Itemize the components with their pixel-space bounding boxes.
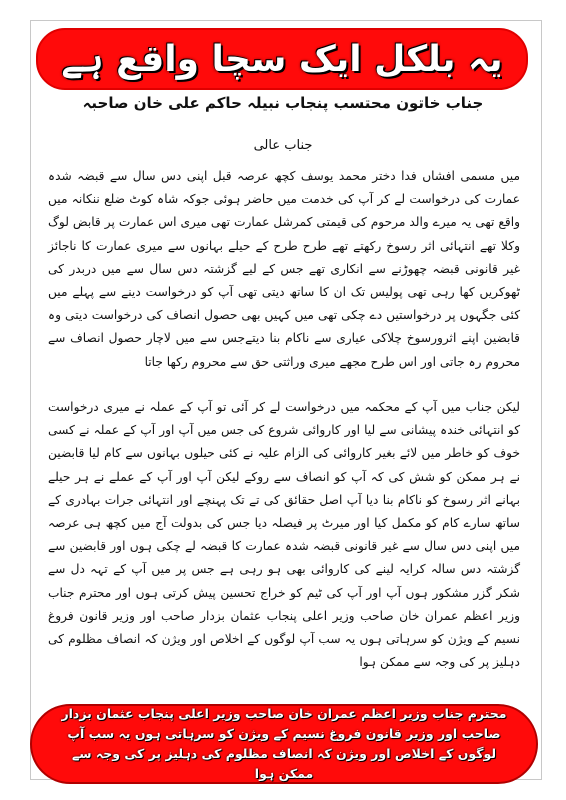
- letter-salutation: جناب عالی: [253, 138, 313, 153]
- footer-banner-text: محترم جناب وزیر اعظم عمران خان صاحب وزیر اعلی پنجاب عثمان بزدار صاحب اور وزیر قانون فروغ نسیم کے ویژن کو سرہاتی ہوں یہ سب آپ لوگوں کے اخلاص اور ویژن کہ انصاف مظلوم کی دہلیز پر کی وجہ سے ممکن ہوا: [61, 706, 507, 781]
- headline-banner: [36, 28, 528, 90]
- headline-text: یہ بلکل ایک سچا واقع ہے: [61, 38, 503, 80]
- footer-banner: [30, 704, 538, 784]
- letter-recipient-heading: جناب خاتون محتسب پنجاب نبیلہ حاکم علی خان صاحبہ: [82, 94, 484, 112]
- letter-paragraph-1: میں مسمی افشاں فدا دختر محمد یوسف کچھ عرصہ قبل اپنی دس سال سے قبضہ شدہ عمارت کی درخواست لے کر آپ کی خدمت میں حاضر ہوئی جوکہ شاہ کوٹ ضلع ننکانہ میں واقع تھی یہ میرے والد مرحوم کی قیمتی کمرشل عمارت تھی میری اس عمارت پر قابض لوگ وکلا تھے انتہائی اثر رسوخ رکھتے تھے طرح طرح کے حیلے بہانوں سے میری عمارت کا ناجائز غیر قانونی قبضہ چھوڑنے سے انکاری تھے جس کے لیے گزشتہ دس سال سے میں دربدر کی ٹھوکریں کھا رہی تھی پولیس تک ان کا ساتھ دیتی تھی آپ کو درخواست دینے سے پہلے میں کئی جگہوں پر درخواستیں دے چکی تھی میں کہیں بھی حصول انصاف کی درخواست دیتی وہ قابضین اپنے اثرورسوخ چلاکی عیاری سے ناکام بنا دیتےجس سے میں لاچار حصول انصاف سے محروم رہ جاتی اور اس طرح مجھے میری وراثتی حق سے محروم رکھا جاتا: [48, 169, 520, 369]
- letter-paragraph-2: لیکن جناب میں آپ کے محکمہ میں درخواست لے کر آئی تو آپ کے عملہ نے میری درخواست کو انتہائی خندہ پیشانی سے لیا اور کاروائی شروع کی جس میں آپ اور آپ کے عملہ نے کسی خوف کو خاطر میں لائے بغیر کاروائی کی الزام علیہ نے کئی حیلوں بہانوں سے کام لیا قابضین نے ہر ممکن کو شش کی کہ آپ کو انصاف سے روکے لیکن آپ اور آپ کے عملے نے ہر حیلے بہانے اثر رسوخ کو ناکام بنا دیا آپ اصل حقائق کی تے تک پہنچے اور انتہائی جرات بہادری کے ساتھ سارے کام کو مکمل کیا اور میرٹ پر فیصلہ دیا جس کی بدولت آج میں کچھ ہی عرصہ میں اپنی دس سال سے غیر قانونی قبضہ شدہ عمارت کا قبضہ لے چکی ہوں اور قابضین سے گزشتہ دس سالہ کرایہ لینے کی کاروائی بھی ہو رہی ہے جس پر میں آپ کے تہہ دل سے شکر گزر مشکور ہوں آپ اور آپ کی ٹیم کو خراج تحسین پیش کرتی ہوں اور محترم جناب وزیر اعظم عمران خان صاحب وزیر اعلی پنجاب عثمان بزدار صاحب اور وزیر قانون فروغ نسیم کے ویژن کو سرہاتی ہوں یہ سب آپ لوگوں کے اخلاص اور ویژن کہ انصاف مظلوم کی دہلیز پر کی وجہ سے ممکن ہوا: [48, 400, 520, 670]
